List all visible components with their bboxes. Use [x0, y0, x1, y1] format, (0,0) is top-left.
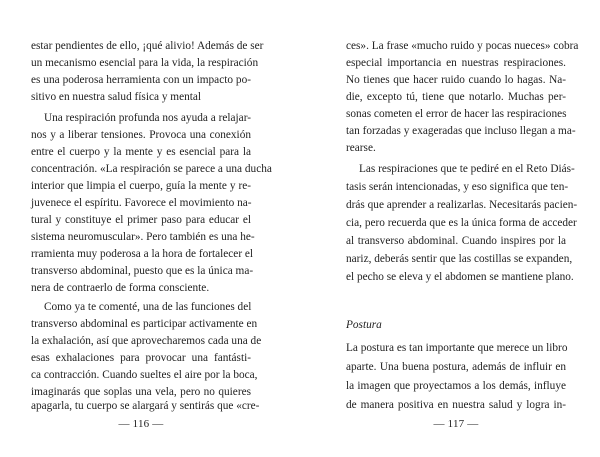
text-line: nos y a liberar tensiones. Provoca una conexión — [31, 129, 251, 141]
text-line: Las respiraciones que te pediré en el Reto Diás- — [359, 163, 575, 175]
text-line: el pecho se eleva y el abdomen se mantiene plano. — [346, 271, 574, 283]
text-line: Una respiración profunda nos ayuda a relajar- — [44, 112, 251, 124]
text-line: sitivo en nuestra salud física y mental — [31, 91, 202, 103]
text-line: concentración. «La respiración se parece a una ducha — [31, 163, 272, 175]
text-line: aparte. Una buena postura, además de influir en — [346, 361, 566, 373]
right-page — [346, 0, 579, 457]
section-heading: Postura — [346, 319, 382, 331]
text-line: cia, pero recuerda que es la única forma de acceder — [346, 217, 577, 229]
text-line: juvenece el espíritu. Favorece el movimiento na- — [31, 197, 252, 209]
text-line: transverso abdominal, puesto que es la única ma- — [31, 265, 254, 277]
text-line: imaginarás que soplas una vela, pero no quieres — [31, 386, 251, 398]
text-line: No tienes que hacer ruido cuando lo hagas. Na- — [346, 74, 566, 86]
text-line: entre el cuerpo y la mente y es esencial para la — [31, 146, 251, 158]
left-page — [31, 0, 272, 457]
text-line: la imagen que proyectamos a los demás, influye — [346, 380, 566, 392]
text-line: es una poderosa herramienta con un impacto po- — [31, 74, 251, 86]
text-line: interior que limpia el cuerpo, guía la mente y re- — [31, 180, 251, 192]
text-line: de manera positiva en nuestra salud y logra in- — [346, 399, 566, 411]
text-line: estar pendientes de ello, ¡qué alivio! Además de ser — [31, 40, 264, 52]
text-line: rearse. — [346, 142, 376, 154]
text-line: nariz, deberás sentir que las costillas se expanden, — [346, 253, 573, 265]
text-line: especial importancia en nuestras respiraciones. — [346, 57, 566, 69]
text-line: nera de contraerlo de forma consciente. — [31, 282, 210, 294]
text-line: esas exhalaciones para provocar una fantásti- — [31, 352, 251, 364]
page-number: — 116 — — [118, 418, 164, 430]
text-line: Como ya te comenté, una de las funciones del — [44, 301, 252, 313]
text-line: ces». La frase «mucho ruido y pocas nueces» cobra — [346, 40, 579, 52]
text-line: tasis serán intencionadas, y eso significa que ten- — [346, 181, 569, 193]
text-line: La postura es tan importante que merece un libro — [346, 342, 568, 354]
text-line: die, excepto tú, tiene que notarlo. Muchas per- — [346, 91, 566, 103]
text-line: transverso abdominal es participar activamente en — [31, 318, 258, 330]
text-line: ca contracción. Cuando sueltes el aire por la boca, — [31, 369, 258, 381]
text-line: rramienta muy poderosa a la hora de fortalecer el — [31, 248, 254, 260]
text-line: sonas cometen el error de hacer las respiraciones — [346, 108, 567, 120]
text-line: al transverso abdominal. Cuando inspires por la — [346, 235, 566, 247]
text-line: apagarla, tu cuerpo se alargará y sentirás que «cre- — [31, 400, 260, 412]
text-line: tan forzadas y exageradas que incluso llegan a ma- — [346, 125, 576, 137]
text-line: la exhalación, así que aprovecharemos cada una de — [31, 335, 262, 347]
text-line: un mecanismo esencial para la vida, la respiración — [31, 57, 259, 69]
page-number: — 117 — — [433, 418, 479, 430]
text-line: tural y constituye el primer paso para educar el — [31, 214, 251, 226]
text-line: drás que aprender a realizarlas. Necesitarás pacien- — [346, 199, 578, 211]
text-line: sistema neuromuscular». Pero también es una he- — [31, 231, 255, 243]
